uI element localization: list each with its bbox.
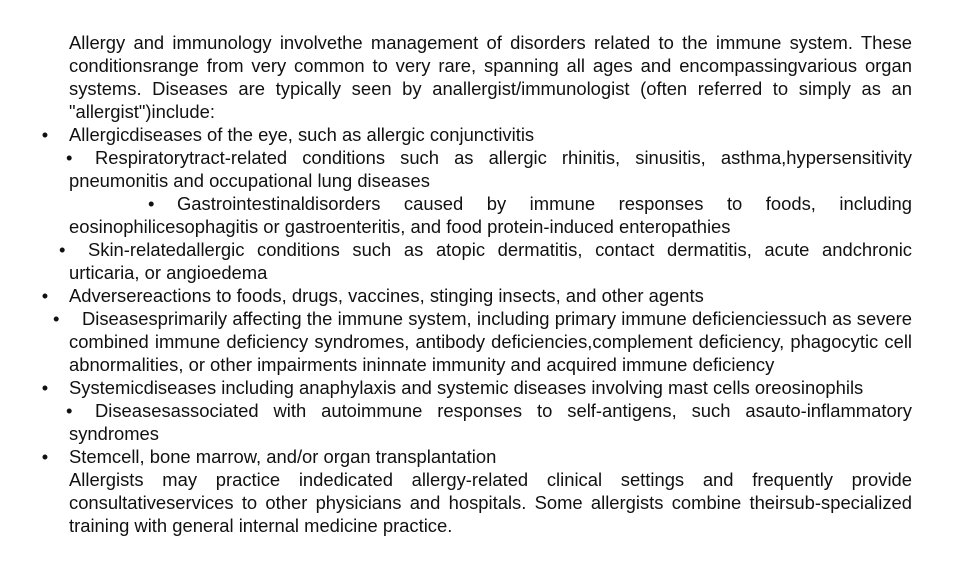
list-item <box>69 192 912 238</box>
closing-paragraph: Allergists may practice indedicated allergy-related clinical settings and frequently provide consultativeservices to other physicians and hospitals. Some allergists combine theirsub-specialized training with general internal medicine practice. <box>69 469 912 536</box>
bullet-icon: • <box>148 193 155 214</box>
list-item <box>41 445 912 468</box>
list-item <box>66 399 912 445</box>
list-item-text: Allergicdiseases of the eye, such as allergic conjunctivitis <box>69 124 535 145</box>
list-item-text: Adversereactions to foods, drugs, vaccines, stinging insects, and other agents <box>69 285 704 306</box>
list-item-text: Systemicdiseases including anaphylaxis and systemic diseases involving mast cells oreosinophils <box>69 377 864 398</box>
bullet-icon: • <box>41 446 49 467</box>
bullet-icon: • <box>41 377 49 398</box>
bullet-icon: • <box>53 308 60 329</box>
list-item-text: Diseasesprimarily affecting the immune system, including primary immune deficienciessuch as severe combined immune deficiency syndromes, antibody deficiencies,complement deficiency, phagocytic cell abnormalities, or other impairments ininnate immunity and acquired immune deficiency <box>69 308 912 375</box>
condition-list <box>41 123 912 468</box>
list-item <box>41 284 912 307</box>
bullet-icon: • <box>59 239 66 260</box>
list-item-text: Gastrointestinaldisorders caused by immune responses to foods, including eosinophilicesophagitis or gastroenteritis, and food protein-induced enteropathies <box>69 193 912 237</box>
list-item <box>53 307 912 376</box>
list-item-text: Skin-relatedallergic conditions such as atopic dermatitis, contact dermatitis, acute andchronic urticaria, or angioedema <box>69 239 912 283</box>
bullet-icon: • <box>41 124 49 145</box>
bullet-icon: • <box>41 285 49 306</box>
document-body <box>41 31 912 537</box>
list-item-text: Respiratorytract-related conditions such as allergic rhinitis, sinusitis, asthma,hypersensitivity pneumonitis and occupational lung diseases <box>69 147 912 191</box>
list-item-text: Diseasesassociated with autoimmune responses to self-antigens, such asauto-inflammatory syndromes <box>69 400 912 444</box>
list-item <box>66 146 912 192</box>
list-item <box>41 376 912 399</box>
intro-paragraph: Allergy and immunology involvethe management of disorders related to the immune system. These conditionsrange from very common to very rare, spanning all ages and encompassingvarious organ systems. Diseases are typically seen by anallergist/immunologist (often referred to simply as an "allergist")include: <box>69 32 912 122</box>
list-item <box>59 238 912 284</box>
bullet-icon: • <box>66 400 73 421</box>
list-item-text: Stemcell, bone marrow, and/or organ transplantation <box>69 446 497 467</box>
bullet-icon: • <box>66 147 73 168</box>
list-item <box>41 123 912 146</box>
